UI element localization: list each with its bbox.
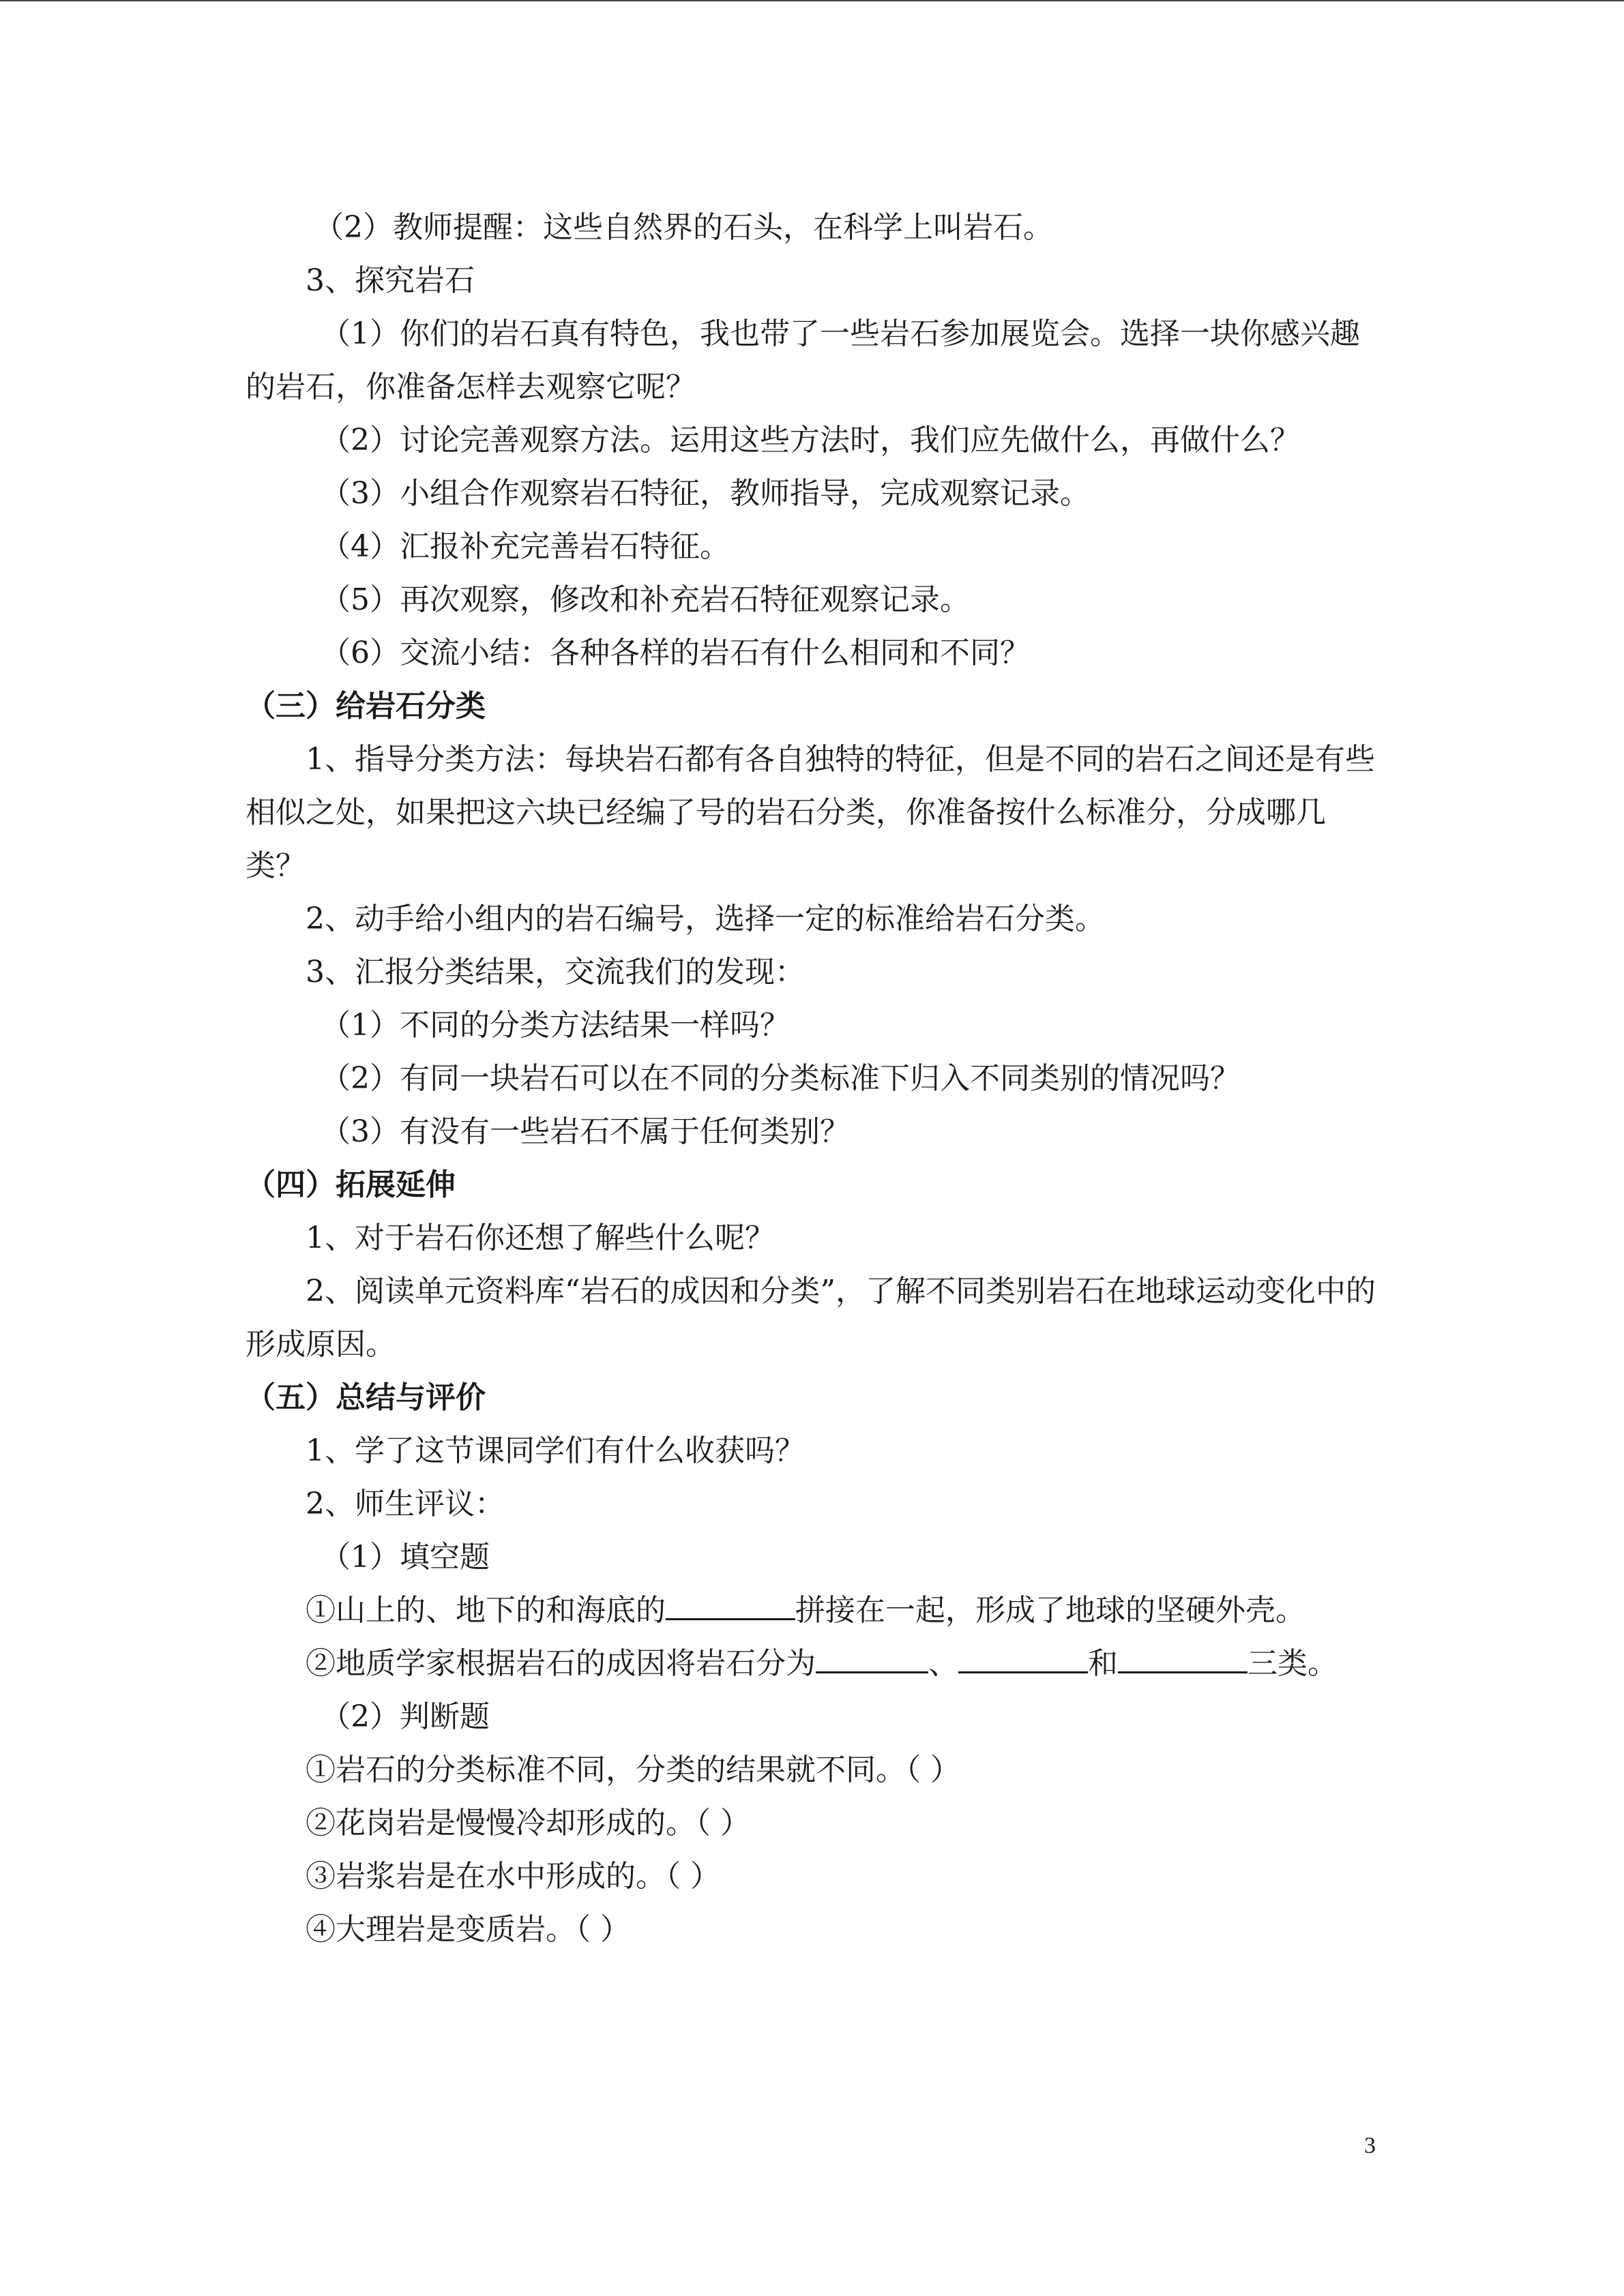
paragraph: 1、指导分类方法：每块岩石都有各自独特的特征，但是不同的岩石之间还是有些相似之处，如果把这六块已经编了号的岩石分类，你准备按什么标准分，分成哪几类？ bbox=[246, 742, 1375, 883]
page-number: 3 bbox=[1364, 2133, 1376, 2158]
question-text: ②地质学家根据岩石的成因将岩石分为 bbox=[306, 1646, 816, 1681]
paragraph: 2、阅读单元资料库“岩石的成因和分类”，了解不同类别岩石在地球运动变化中的形成原因。 bbox=[246, 1274, 1376, 1362]
text-line: （1）填空题 bbox=[321, 1540, 490, 1575]
text-line: （1）不同的分类方法结果一样吗？ bbox=[321, 1008, 790, 1043]
judgment-item: ④大理岩是变质岩。（ ） bbox=[306, 1912, 630, 1947]
fill-blank-question-2 bbox=[246, 1637, 1378, 1690]
subsection-title: 3、探究岩石 bbox=[306, 263, 475, 298]
text-line: （2）判断题 bbox=[321, 1699, 490, 1734]
top-border-rule bbox=[0, 0, 1624, 1]
judgment-item: ③岩浆岩是在水中形成的。（ ） bbox=[306, 1859, 720, 1894]
text-line: （2）讨论完善观察方法。运用这些方法时，我们应先做什么，再做什么？ bbox=[321, 423, 1300, 458]
text-line: （3）有没有一些岩石不属于任何类别？ bbox=[321, 1114, 850, 1149]
answer-blank bbox=[958, 1644, 1088, 1673]
separator-text: 、 bbox=[928, 1646, 958, 1681]
text-line: 1、学了这节课同学们有什么收获吗？ bbox=[306, 1433, 805, 1468]
section-heading: （五）总结与评价 bbox=[246, 1380, 486, 1415]
text-line: （2）教师提醒：这些自然界的石头，在科学上叫岩石。 bbox=[314, 210, 1053, 245]
judgment-item: ①岩石的分类标准不同，分类的结果就不同。（ ） bbox=[306, 1753, 960, 1787]
answer-blank bbox=[666, 1591, 795, 1620]
text-line: 2、动手给小组内的岩石编号，选择一定的标准给岩石分类。 bbox=[306, 901, 1105, 936]
question-text: 拼接在一起，形成了地球的坚硬外壳。 bbox=[795, 1593, 1305, 1628]
fill-blank-question-1 bbox=[246, 1584, 1378, 1637]
paragraph: （1）你们的岩石真有特色，我也带了一些岩石参加展览会。选择一块你感兴趣的岩石，你准备怎样去观察它呢？ bbox=[246, 316, 1360, 404]
text-line: （6）交流小结：各种各样的岩石有什么相同和不同？ bbox=[321, 636, 1030, 670]
question-text: 三类。 bbox=[1247, 1646, 1338, 1681]
judgment-item: ②花岗岩是慢慢冷却形成的。（ ） bbox=[306, 1806, 750, 1840]
section-heading: （四）拓展延伸 bbox=[246, 1167, 456, 1202]
text-line: （2）有同一块岩石可以在不同的分类标准下归入不同类别的情况吗？ bbox=[321, 1061, 1240, 1096]
answer-blank bbox=[816, 1644, 928, 1673]
text-line: 3、汇报分类结果，交流我们的发现： bbox=[306, 955, 805, 989]
question-text: ①山上的、地下的和海底的 bbox=[306, 1593, 666, 1628]
text-line: （4）汇报补充完善岩石特征。 bbox=[321, 529, 730, 564]
text-line: （3）小组合作观察岩石特征，教师指导，完成观察记录。 bbox=[321, 476, 1090, 511]
text-line: （5）再次观察，修改和补充岩石特征观察记录。 bbox=[321, 582, 970, 617]
conjunction-text: 和 bbox=[1088, 1646, 1118, 1681]
section-heading: （三）给岩石分类 bbox=[246, 689, 486, 724]
answer-blank bbox=[1118, 1644, 1247, 1673]
text-line: 1、对于岩石你还想了解些什么呢？ bbox=[306, 1221, 775, 1255]
document-body bbox=[246, 201, 1378, 1956]
text-line: 2、师生评议： bbox=[306, 1487, 505, 1521]
